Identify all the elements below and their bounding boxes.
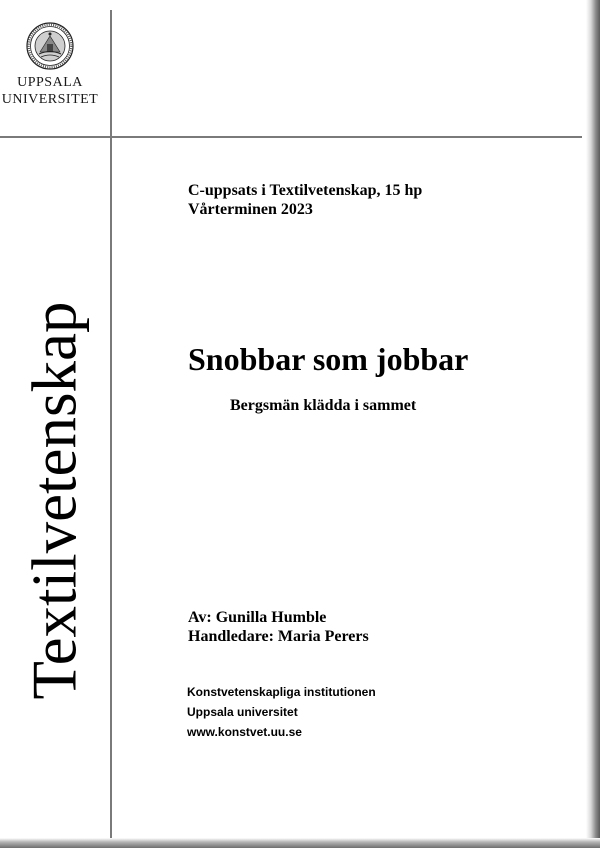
institution-website: www.konstvet.uu.se [187, 725, 302, 739]
university-name-line2: UNIVERSITET [1, 92, 99, 107]
department-name: Konstvetenskapliga institutionen [187, 685, 376, 699]
course-info [188, 181, 422, 219]
page-shadow-bottom [0, 838, 600, 848]
author-info [188, 608, 369, 646]
page-shadow-right [586, 0, 600, 848]
university-seal-icon [26, 22, 74, 70]
university-name [0, 74, 100, 108]
vertical-subject-title [20, 265, 90, 735]
author-name: Av: Gunilla Humble [188, 609, 327, 626]
vertical-divider [110, 10, 112, 840]
institution-university: Uppsala universitet [187, 705, 298, 719]
course-term: Vårterminen 2023 [188, 201, 313, 218]
thesis-subtitle: Bergsmän klädda i sammet [230, 397, 417, 414]
vertical-subject-text: Textilvetenskap [20, 301, 90, 699]
institution-info [187, 682, 376, 742]
university-name-line1: UPPSALA [17, 75, 83, 90]
thesis-title: Snobbar som jobbar [188, 341, 469, 377]
horizontal-divider [0, 136, 582, 138]
course-name: C-uppsats i Textilvetenskap, 15 hp [188, 182, 423, 199]
supervisor-name: Handledare: Maria Perers [188, 628, 369, 645]
